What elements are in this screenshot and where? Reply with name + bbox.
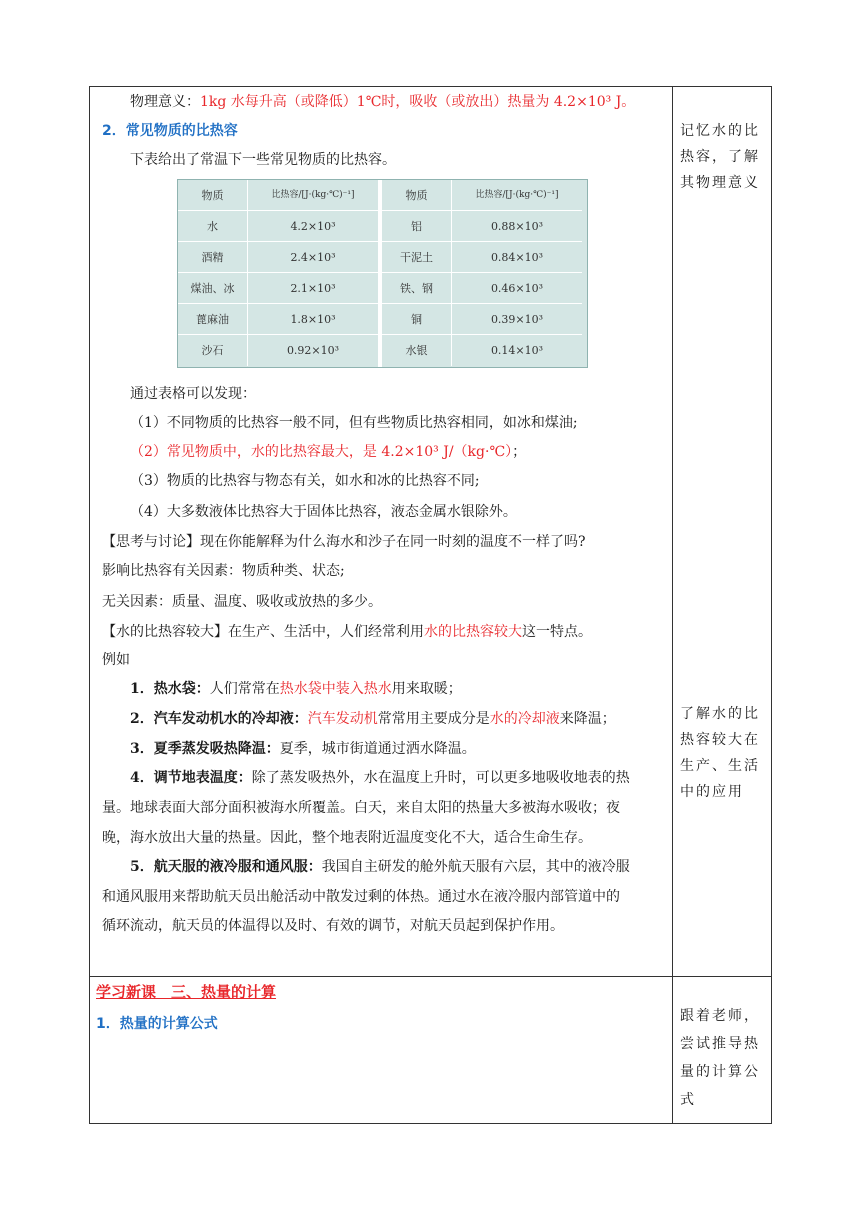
item-4-line-3: 晚，海水放出大量的热量。因此，整个地表附近温度变化不大，适合生命生存。 — [102, 830, 592, 846]
table-intro: 下表给出了常温下一些常见物质的比热容。 — [130, 152, 396, 168]
substance-cell: 煤油、冰 — [178, 273, 248, 304]
header-substance: 物质 — [382, 180, 452, 211]
substance-cell: 铜 — [382, 304, 452, 335]
substance-cell: 干泥土 — [382, 242, 452, 273]
value-cell: 2.4×10³ — [290, 251, 336, 264]
value-cell: 0.46×10³ — [490, 282, 544, 295]
item-spacesuit — [130, 857, 630, 877]
side-note-line: 尝试推导热 — [680, 1036, 760, 1052]
side-note-line: 热容较大在 — [680, 732, 760, 748]
value-cell: 2.1×10³ — [290, 282, 336, 295]
substance-cell: 铝 — [382, 211, 452, 242]
table-row — [382, 304, 582, 335]
row-divider — [89, 976, 772, 977]
side-note-line: 了解水的比 — [680, 706, 760, 722]
table-left-half — [178, 180, 378, 367]
side-note-line: 量的计算公 — [680, 1064, 760, 1080]
table-row — [178, 335, 378, 366]
side-note-applications — [680, 701, 766, 805]
finding-1: （1）不同物质的比热容一般不同，但有些物质比热容相同，如冰和煤油; — [130, 415, 578, 431]
substance-cell: 蓖麻油 — [178, 304, 248, 335]
value-cell: 0.88×10³ — [490, 220, 544, 233]
item-5-line-2: 和通风服用来帮助航天员出舱活动中散发过剩的体热。通过水在液冷服内部管道中的 — [102, 889, 620, 905]
header-substance: 物质 — [178, 180, 248, 211]
item-3-text: 夏季，城市街道通过洒水降温。 — [279, 741, 476, 757]
substance-cell: 酒精 — [178, 242, 248, 273]
related-factors: 影响比热容有关因素：物质种类、状态; — [102, 563, 345, 579]
side-note-derive — [680, 1002, 766, 1114]
side-note-line: 其物理意义 — [680, 175, 760, 191]
item-summer-cooling — [130, 739, 476, 759]
side-note-memorize — [680, 118, 766, 196]
section-heading-specific-heat: 2．常见物质的比热容 — [102, 123, 238, 139]
example-label: 例如 — [102, 652, 130, 668]
finding-4: （4）大多数液体比热容大于固体比热容，液态金属水银除外。 — [130, 504, 517, 520]
value-cell: 0.14×10³ — [490, 344, 544, 357]
item-surface-temp — [130, 768, 630, 788]
table-row — [382, 242, 582, 273]
item-4-line-2: 量。地球表面大部分面积被海水所覆盖。白天，来自太阳的热量大多被海水吸收；夜 — [102, 800, 620, 816]
meaning-red: 1kg 水每升高（或降低）1℃时，吸收（或放出）热量为 4.2×10³ J。 — [200, 94, 636, 110]
physical-meaning — [130, 92, 635, 112]
side-note-line: 记忆水的比 — [680, 123, 760, 139]
value-cell: 1.8×10³ — [290, 313, 336, 326]
item-4-text-a: 除了蒸发吸热外，水在温度上升时，可以更多地吸收地表的热 — [251, 770, 630, 786]
application-text-b: 这一特点。 — [522, 624, 592, 640]
think-discuss: 【思考与讨论】现在你能解释为什么海水和沙子在同一时刻的温度不一样了吗? — [102, 534, 586, 550]
table-header-row — [382, 180, 582, 211]
value-cell: 0.84×10³ — [490, 251, 544, 264]
substance-cell: 沙石 — [178, 335, 248, 366]
unrelated-factors: 无关因素：质量、温度、吸收或放热的多少。 — [102, 594, 382, 610]
subheading-heat-formula: 1．热量的计算公式 — [96, 1016, 218, 1032]
item-5-title: 5．航天服的液冷服和通风服： — [130, 859, 322, 875]
substance-cell: 水 — [178, 211, 248, 242]
header-specific-heat: 比热容/[J·(kg·℃)⁻¹] — [475, 190, 559, 200]
item-2-red-1: 汽车发动机 — [307, 711, 378, 727]
specific-heat-table — [177, 179, 588, 368]
table-right-half — [382, 180, 582, 367]
table-row — [178, 242, 378, 273]
item-3-title: 3．夏季蒸发吸热降温： — [130, 741, 280, 757]
side-note-line: 生产、生活 — [680, 758, 760, 774]
item-2-red-2: 水的冷却液 — [489, 711, 560, 727]
item-hot-water-bag — [130, 679, 462, 699]
finding-2-tail: ； — [512, 444, 527, 460]
section-heading-heat-calc: 学习新课 三、热量的计算 — [96, 983, 277, 1001]
table-row — [382, 273, 582, 304]
value-cell: 0.39×10³ — [490, 313, 544, 326]
item-4-title: 4．调节地表温度： — [130, 770, 252, 786]
item-car-coolant — [130, 709, 616, 729]
item-2-title: 2．汽车发动机水的冷却液： — [130, 711, 308, 727]
application-intro — [102, 622, 592, 642]
item-1-text-b: 用来取暖； — [391, 681, 462, 697]
finding-2 — [130, 442, 526, 462]
value-cell: 4.2×10³ — [290, 220, 336, 233]
side-note-line: 热容，了解 — [680, 149, 760, 165]
value-cell: 0.92×10³ — [286, 344, 340, 357]
item-5-line-3: 循环流动，航天员的体温得以及时、有效的调节，对航天员起到保护作用。 — [102, 918, 564, 934]
table-row — [382, 335, 582, 366]
side-note-line: 中的应用 — [680, 784, 744, 800]
substance-cell: 水银 — [382, 335, 452, 366]
application-text-red: 水的比热容较大 — [424, 624, 522, 640]
finding-intro: 通过表格可以发现： — [130, 386, 256, 402]
finding-2-red: （2）常见物质中，水的比热容最大，是 4.2×10³ J/（kg·℃） — [130, 444, 513, 460]
side-note-line: 式 — [680, 1092, 696, 1108]
side-note-line: 跟着老师， — [680, 1008, 760, 1024]
table-row — [382, 211, 582, 242]
finding-3: （3）物质的比热容与物态有关，如水和冰的比热容不同; — [130, 473, 480, 489]
application-text-a: 【水的比热容较大】在生产、生活中，人们经常利用 — [102, 624, 424, 640]
item-2-text-a: 常常用主要成分是 — [377, 711, 490, 727]
item-2-text-b: 来降温； — [559, 711, 616, 727]
item-1-red: 热水袋中装入热水 — [279, 681, 392, 697]
header-specific-heat: 比热容/[J·(kg·℃)⁻¹] — [271, 190, 355, 200]
item-1-text-a: 人们常常在 — [209, 681, 280, 697]
item-5-text-a: 我国自主研发的舱外航天服有六层，其中的液冷服 — [321, 859, 630, 875]
table-row — [178, 304, 378, 335]
column-divider — [672, 86, 673, 1124]
substance-cell: 铁、钢 — [382, 273, 452, 304]
meaning-prefix: 物理意义： — [130, 94, 200, 110]
item-1-title: 1．热水袋： — [130, 681, 210, 697]
table-row — [178, 211, 378, 242]
table-row — [178, 273, 378, 304]
table-header-row — [178, 180, 378, 211]
